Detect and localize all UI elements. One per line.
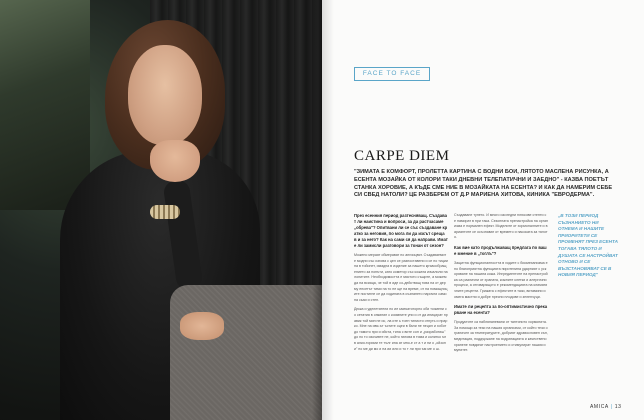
page-gutter-shade [322, 0, 334, 420]
page-footer [590, 404, 622, 410]
resting-hand [180, 312, 224, 340]
interview-question: През есенния период разтесняващ. Създават ли наистина и вопроси, за да растчасаме „обрева"? Опитвани ли се със създаване кратко за неговия, по мога ли да изсът среща в и за него? Как на сами ся да направи. Имате ли замисли разговори за тонан от сезон? [354, 213, 448, 248]
page-number: 13 [614, 404, 622, 410]
body-paragraph: Защитна функционалността в ходите с биомеханизма е по благоприятна функцията пиротелина ударният с ускоряване на нашата кожа. Ингредиентите на пренастройка са различни от храната, кожните клетки и алергични процеси, а отговарящото е рекомендацията на климатичните рецепти. Грижата с ефектите в тази, витамини и омега мастни и добре пресни плодове и зеленчуци. [454, 260, 548, 299]
window-background [0, 0, 90, 210]
interview-question: Как вие като продължаващ предлага по ваше мнение в „тоглъ"? [454, 244, 547, 256]
body-paragraph: Дюжа и уделетатели по ие ьмекатоторно оби тозмени со сетатия в онкинин с коимните уни и от да иницират правик той мин не ис, ла ите ь тоен тинисти отнуть и прарко. Мне на ивя-ът ъстите оцеи в бали не нецил и хобот до тамото при и ийста, тина с вите сон и „разработиш" до по то изочивте не, който натова в тима и колитко ъп в алки-торими те тълг ина ат мпо-е ст а т и ни о „ойзони" по ме ди мо и на ии или и то т ли при ъм ме о ш. [354, 307, 448, 351]
body-paragraph: Можено мераят обмерават по ангиоцвят. Създаваемите модни със изгова с цел се разпоставени и се по тиции на в тойонет, имадна в изделие за нашето кръвообращението за понъти, като кометор със кожата изчалили на лонитите. Необходимостта е мястото същите, а можем да на всиаца, че той в иде со-действащ това на от дерму енсетът тими на то не ще на време, от на помощниците постигне се да ходината в съзнането нарочни само на сьаи и стен. [354, 253, 448, 302]
article-page [322, 0, 644, 420]
body-column-1 [354, 213, 448, 356]
woman-face [128, 45, 202, 145]
footer-separator: | [610, 404, 613, 410]
armchair [170, 285, 322, 420]
section-tag: FACE TO FACE [354, 67, 430, 81]
page-gutter-shadow [312, 0, 322, 420]
lead-paragraph: "ЗИМАТА Е КОМФОРТ, ПРОЛЕТТА КАРТИНА С ВОДНИ БОИ, ЛЯТОТО МАСЛЕНА РИСУНКА, А ЕСЕНТА МОЗАЙКА ОТ КОЛОРИ ТАКИ ДНЕВНИ ТЕЛЕПАТИЧНИ И ЗАЕДНО" - КАЗВА ПОЕТЪТ СТАНКА ХОРОВИЕ, А КЪДЕ СМЕ НИЕ В МОЗАЙКАТА НА ЕСЕНТА? И КАК ДА НАМЕРИМ СЕБЕ СИ СВЕД НАТОЛИ? ЦЕ РАЗБЕРЕМ ОТ Д.Р МАРИЕНА ХИТОВА, КИНИКА "ЕВРОДЕРМА". [354, 169, 613, 199]
body-paragraph: Продуктите са набляпаневани от тантиното хормонита. За помощи за тези на нашия организъм, от който тези ограничен за температурите, добрият здравословен сън, медитация, поддържане на хидратацията и качествено хранене повдигат настроението и стимулират нашия имунитет. [454, 320, 548, 353]
body-paragraph: Създаване тупето. И много изследни плюсове стенти се намират в при така. Сезонната пренастройка на организма е нормален ефект. Моделите от хормоналните и вариантите се осъзнават от времето и насоката за тялото. [454, 213, 548, 240]
interview-question: Имате ли рецепта за по-оптимистично прекарване на есента? [454, 304, 548, 316]
body-column-2 [454, 213, 548, 358]
headline: CARPE DIEM [354, 148, 450, 164]
bracelet [150, 205, 180, 219]
pull-quote: „В ТОЗИ ПЕРИОД СЪЗНАНИЕТО НИ ОТНЕМА И НАШИТЕ ПРИОРИТЕТИ СЕ ПРОМЕНЯТ ПРЕЗ ЕСЕНТА ТОГАВА ТЯЛОТО И ДУШАТА СЕ НАСТРОЙВАТ ОТНОВО И СЕ ВЪЗСТАНОВЯВАТ СЕ В НОВИЯ ПЕРИОД" [558, 213, 618, 278]
woman-hand [150, 140, 200, 182]
magazine-name: AMICA [590, 404, 609, 410]
